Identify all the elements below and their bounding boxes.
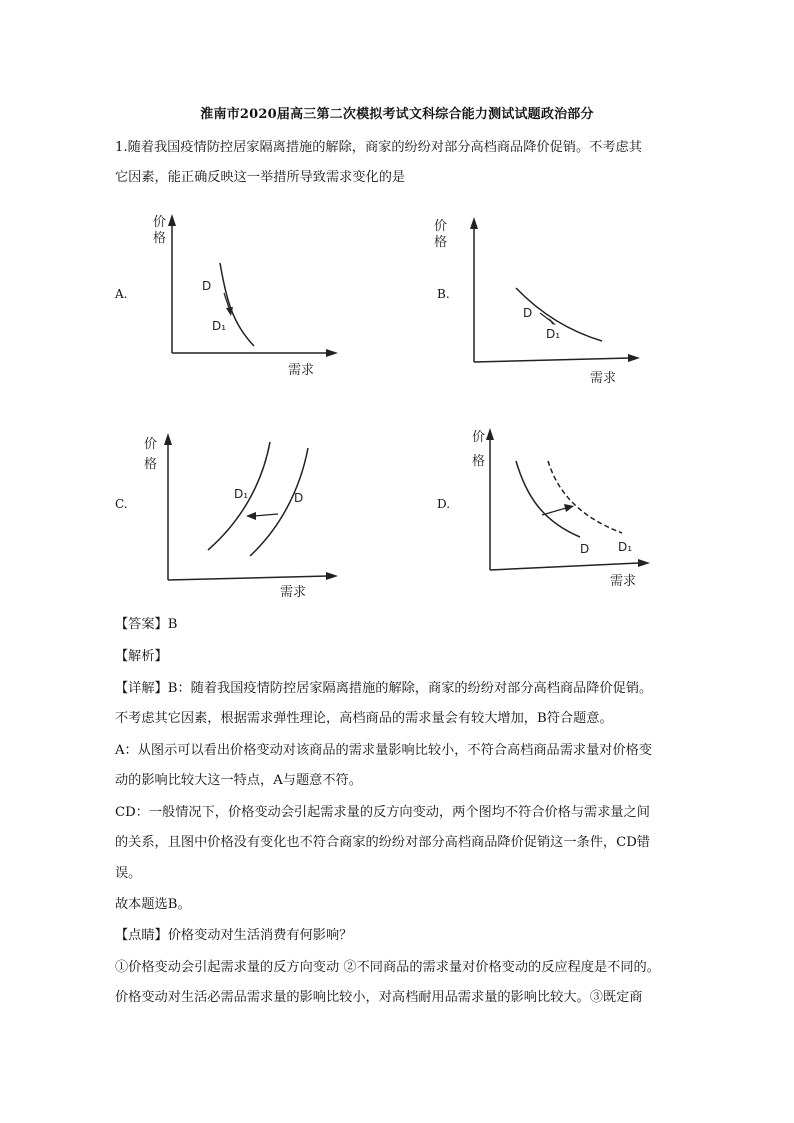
paper-title: 淮南市2020届高三第二次模拟考试文科综合能力测试试题政治部分 bbox=[200, 107, 594, 122]
option-a-x-axis-label: 需求 bbox=[288, 363, 315, 378]
option-a-y-axis-label-2: 格 bbox=[153, 231, 167, 246]
option-d-label: D. bbox=[437, 497, 451, 511]
detail-line-2: 不考虑其它因素，根据需求弹性理论，高档商品的需求量会有较大增加，B符合题意。 bbox=[115, 711, 613, 726]
option-c-curve-label-d1: D₁ bbox=[234, 487, 249, 501]
option-d-curve-label-d: D bbox=[580, 542, 590, 556]
option-c-curve-label-d: D bbox=[294, 491, 304, 505]
option-d-curve-label-d1: D₁ bbox=[618, 540, 633, 554]
option-b-curve-label-d: D bbox=[523, 306, 533, 320]
question-text-line-1: 1.随着我国疫情防控居家隔离措施的解除，商家的纷纷对部分高档商品降价促销。不考虑其 bbox=[115, 140, 642, 155]
option-c-label: C. bbox=[115, 497, 128, 511]
answer-line: 【答案】B bbox=[115, 617, 178, 632]
option-b-y-axis-label-1: 价 bbox=[434, 219, 448, 234]
option-b-x-axis-label: 需求 bbox=[590, 371, 617, 386]
option-a-label: A. bbox=[115, 287, 128, 301]
tip-line-1: ①价格变动会引起需求量的反方向变动 ②不同商品的需求量对价格变动的反应程度是不同的。 bbox=[115, 960, 660, 975]
detail-line-5: CD：一般情况下，价格变动会引起需求量的反方向变动，两个图均不符合价格与需求量之间 bbox=[115, 805, 650, 820]
question-text-line-2: 它因素，能正确反映这一举措所导致需求变化的是 bbox=[115, 170, 406, 185]
option-b-curve-label-d1: D₁ bbox=[546, 327, 561, 341]
option-c-y-axis-label-2: 格 bbox=[144, 457, 158, 472]
option-b-label: B. bbox=[437, 287, 450, 301]
tip-line-2: 价格变动对生活必需品需求量的影响比较小，对高档耐用品需求量的影响比较大。③既定商 bbox=[115, 990, 643, 1005]
detail-line-4: 动的影响比较大这一特点，A与题意不符。 bbox=[115, 773, 362, 788]
option-a-curve-label-d: D bbox=[202, 279, 212, 293]
detail-line-8: 故本题选B。 bbox=[115, 897, 191, 912]
option-d-y-axis-label-2: 格 bbox=[472, 454, 486, 469]
option-c-y-axis-label-1: 价 bbox=[144, 437, 158, 452]
detail-line-7: 误。 bbox=[115, 866, 142, 881]
option-d-x-axis-label: 需求 bbox=[610, 574, 637, 589]
option-c-graph bbox=[144, 430, 340, 600]
tip-heading: 【点睛】价格变动对生活消费有何影响？ bbox=[115, 928, 353, 943]
option-b-graph bbox=[434, 210, 642, 390]
option-a-curve-label-d1: D₁ bbox=[212, 319, 227, 333]
option-c-x-axis-label: 需求 bbox=[280, 585, 307, 600]
option-b-y-axis-label-2: 格 bbox=[434, 235, 448, 250]
detail-line-3: A：从图示可以看出价格变动对该商品的需求量影响比较小，不符合高档商品需求量对价格变 bbox=[115, 743, 653, 758]
option-d-demand-curve-d1 bbox=[548, 461, 622, 533]
option-d-demand-curve-d bbox=[516, 461, 580, 537]
option-d-graph bbox=[470, 425, 660, 595]
option-a-graph bbox=[150, 208, 340, 383]
option-a-demand-curve bbox=[220, 263, 254, 346]
detail-line-6: 的关系，且图中价格没有变化也不符合商家的纷纷对部分高档商品降价促销这一条件，CD错 bbox=[115, 835, 650, 850]
detail-line-1: 【详解】B：随着我国疫情防控居家隔离措施的解除，商家的纷纷对部分高档商品降价促销。 bbox=[115, 681, 653, 696]
option-a-y-axis-label-1: 价 bbox=[153, 215, 167, 230]
analysis-heading: 【解析】 bbox=[115, 649, 168, 664]
option-d-y-axis-label-1: 价 bbox=[472, 430, 486, 445]
